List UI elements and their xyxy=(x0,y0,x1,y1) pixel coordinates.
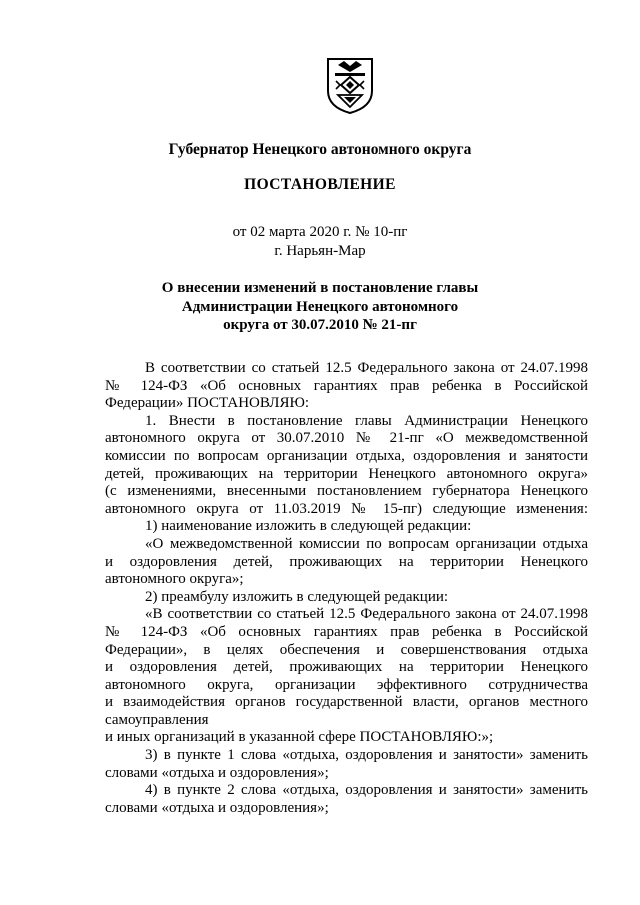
body-line: Федерации», в целях обеспечения и совершенствования отдыха xyxy=(105,641,588,658)
body-line: детей, проживающих на территории Ненецкого автономного округа» xyxy=(105,465,588,482)
subject-line: округа от 30.07.2010 № 21-пг xyxy=(223,317,417,333)
document-body xyxy=(105,360,588,817)
coat-of-arms-icon xyxy=(326,57,374,115)
body-line: и иных организаций в указанной сфере ПОСТАНОВЛЯЮ:»; xyxy=(105,729,494,746)
body-line: 1) наименование изложить в следующей редакции: xyxy=(145,518,472,535)
body-line: автономного округа»; xyxy=(105,571,244,588)
body-line: № 124-ФЗ «Об основных гарантиях прав ребенка в Российской xyxy=(105,623,588,640)
body-line: автономного округа от 30.07.2010 № 21-пг «О межведомственной xyxy=(105,430,588,447)
body-line: и оздоровления детей, проживающих на территории Ненецкого xyxy=(105,659,588,676)
issuer-title: Губернатор Ненецкого автономного округа xyxy=(168,141,472,158)
body-line: словами «отдыха и оздоровления»; xyxy=(105,764,329,781)
body-line: «О межведомственной комиссии по вопросам организации отдыха xyxy=(145,535,588,552)
body-line: 4) в пункте 2 слова «отдыха, оздоровления и занятости» заменить xyxy=(145,782,588,799)
document-subject xyxy=(0,279,640,335)
body-line: Федерации» ПОСТАНОВЛЯЮ: xyxy=(105,395,310,412)
subject-line: О внесении изменений в постановление главы xyxy=(161,280,479,296)
document-type: ПОСТАНОВЛЕНИЕ xyxy=(244,176,396,193)
body-line: и взаимодействия органов государственной власти, органов местного xyxy=(105,694,588,711)
body-line: автономного округа, организации эффективного сотрудничества xyxy=(105,676,588,693)
body-line: «В соответствии со статьей 12.5 Федерального закона от 24.07.1998 xyxy=(145,606,588,623)
subject-line: Администрации Ненецкого автономного xyxy=(181,298,459,315)
body-line: В соответствии со статьей 12.5 Федерального закона от 24.07.1998 xyxy=(145,360,588,376)
body-line: 2) преамбулу изложить в следующей редакции: xyxy=(145,588,449,605)
place-of-issue: г. Нарьян-Мар xyxy=(274,243,366,259)
body-line: (с изменениями, внесенными постановлением губернатора Ненецкого xyxy=(105,483,588,500)
body-line: 1. Внести в постановление главы Администрации Ненецкого xyxy=(145,412,588,429)
body-line: 3) в пункте 1 слова «отдыха, оздоровления и занятости» заменить xyxy=(145,747,588,764)
body-line: комиссии по вопросам организации отдыха, оздоровления и занятости xyxy=(105,447,588,464)
body-line: № 124-ФЗ «Об основных гарантиях прав ребенка в Российской xyxy=(105,377,588,394)
body-line: автономного округа от 11.03.2019 № 15-пг) следующие изменения: xyxy=(105,500,588,517)
date-and-number: от 02 марта 2020 г. № 10-пг xyxy=(232,224,408,240)
body-line: словами «отдыха и оздоровления»; xyxy=(105,799,329,816)
body-line: и оздоровления детей, проживающих на территории Ненецкого xyxy=(105,553,588,570)
body-line: самоуправления xyxy=(105,711,209,728)
